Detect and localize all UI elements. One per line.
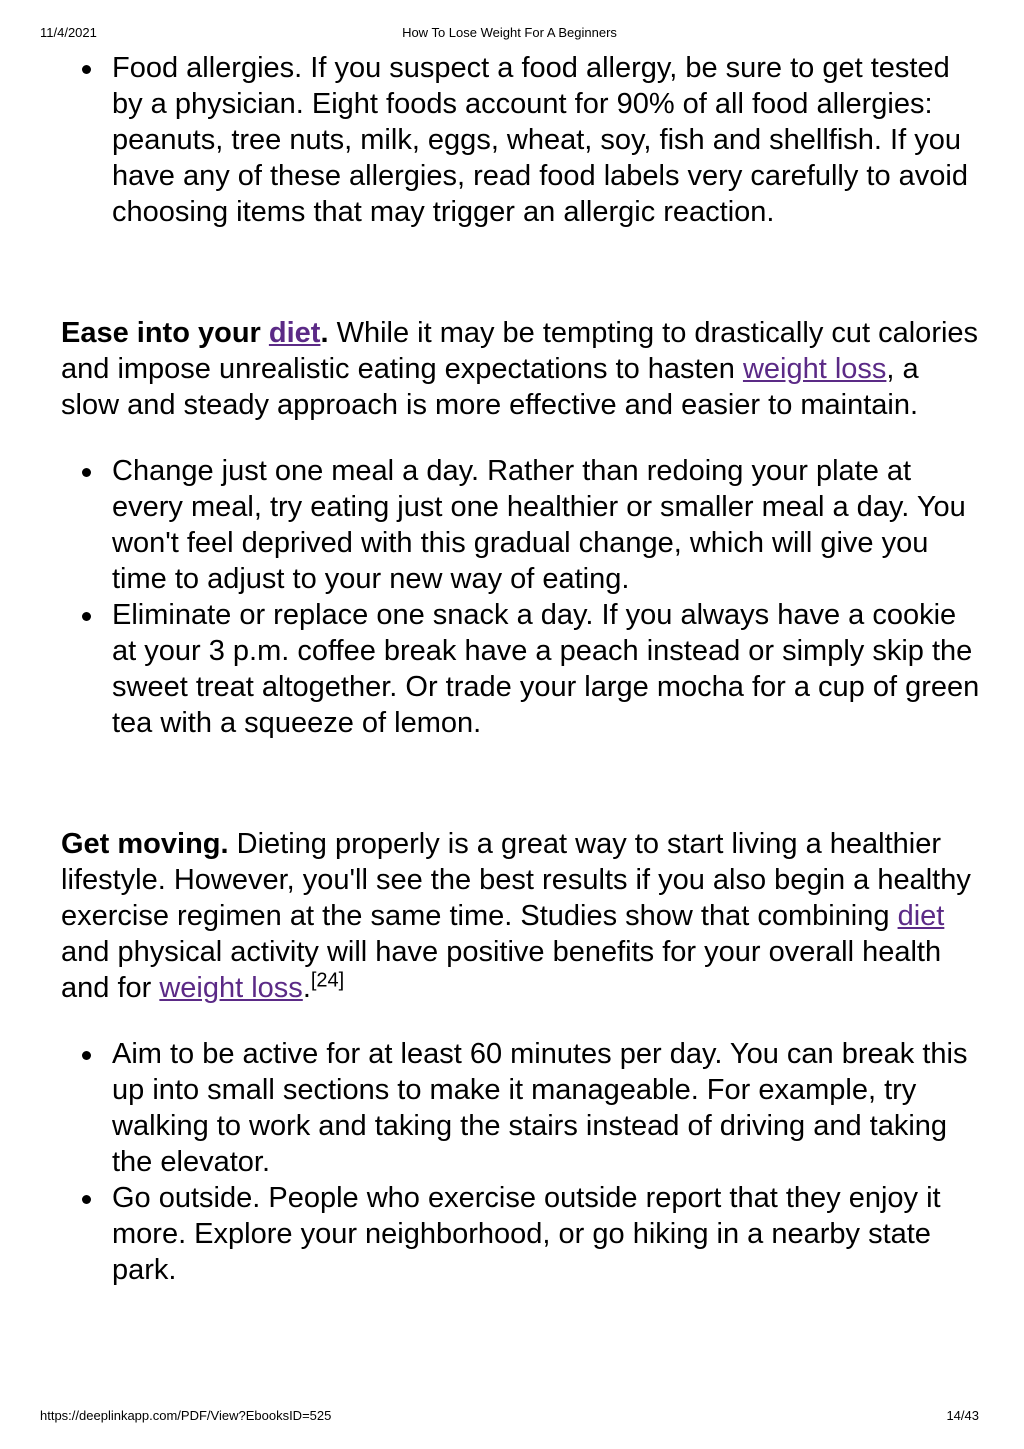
list-item-text: Aim to be active for at least 60 minutes per day. You can break this up into small sections to make it manageable. For example, try walking to work and taking the stairs instead of driving and taking the elevator.: [112, 1038, 968, 1178]
bullet-icon: [82, 1051, 91, 1060]
allergy-list: [61, 50, 981, 230]
page-number: 14/43: [946, 1408, 979, 1423]
bullet-icon: [82, 65, 91, 74]
bullet-icon: [82, 468, 91, 477]
print-date: 11/4/2021: [40, 25, 97, 40]
bullet-icon: [82, 1195, 91, 1204]
bullet-icon: [82, 612, 91, 621]
moving-tips-list: [61, 1036, 981, 1288]
source-url: https://deeplinkapp.com/PDF/View?EbooksID=525: [40, 1408, 332, 1423]
reference-marker: [24]: [310, 969, 345, 992]
list-item-text: Eliminate or replace one snack a day. If you always have a cookie at your 3 p.m. coffee break have a peach instead or simply skip the sweet treat altogether. Or trade your large mocha for a cup of green tea with a squeeze of lemon.: [112, 599, 980, 739]
page-content: [61, 50, 981, 1288]
ease-into-diet-paragraph: Ease into your diet. While it may be tempting to drastically cut calories and impose unrealistic eating expectations to hasten weight loss, a slow and steady approach is more effective and easier to maintain.: [61, 317, 979, 421]
list-item: [61, 453, 981, 597]
list-item: [61, 1036, 981, 1180]
list-item: [61, 1180, 981, 1288]
get-moving-paragraph: Get moving. Dieting properly is a great way to start living a healthier lifestyle. However, you'll see the best results if you also begin a healthy exercise regimen at the same time. Studies show that combining diet and physical activity will have positive benefits for your overall health and for weight loss.[24]: [61, 828, 971, 1004]
list-item-text: Go outside. People who exercise outside report that they enjoy it more. Explore your neighborhood, or go hiking in a nearby state park.: [112, 1182, 941, 1286]
ease-tips-list: [61, 453, 981, 741]
section-heading: Get moving.: [61, 828, 229, 860]
weight-loss-link[interactable]: weight loss: [742, 353, 887, 385]
page-footer: [40, 1408, 979, 1426]
page-header: [40, 25, 979, 43]
list-item: [61, 50, 981, 230]
list-item: [61, 597, 981, 741]
diet-link[interactable]: diet: [268, 317, 321, 349]
list-item-text: Change just one meal a day. Rather than redoing your plate at every meal, try eating just one healthier or smaller meal a day. You won't feel deprived with this gradual change, which will give you time to adjust to your new way of eating.: [112, 455, 966, 595]
diet-link[interactable]: diet: [897, 900, 945, 932]
weight-loss-link[interactable]: weight loss: [159, 972, 303, 1004]
section-heading: Ease into your diet.: [61, 317, 329, 349]
document-title: How To Lose Weight For A Beginners: [402, 25, 617, 40]
list-item-text: Food allergies. If you suspect a food allergy, be sure to get tested by a physician. Eight foods account for 90% of all food allergies: peanuts, tree nuts, milk, eggs, wheat, soy, fish and shellfish. If you have any of these allergies, read food labels very carefully to avoid choosing items that may trigger an allergic reaction.: [112, 52, 968, 228]
